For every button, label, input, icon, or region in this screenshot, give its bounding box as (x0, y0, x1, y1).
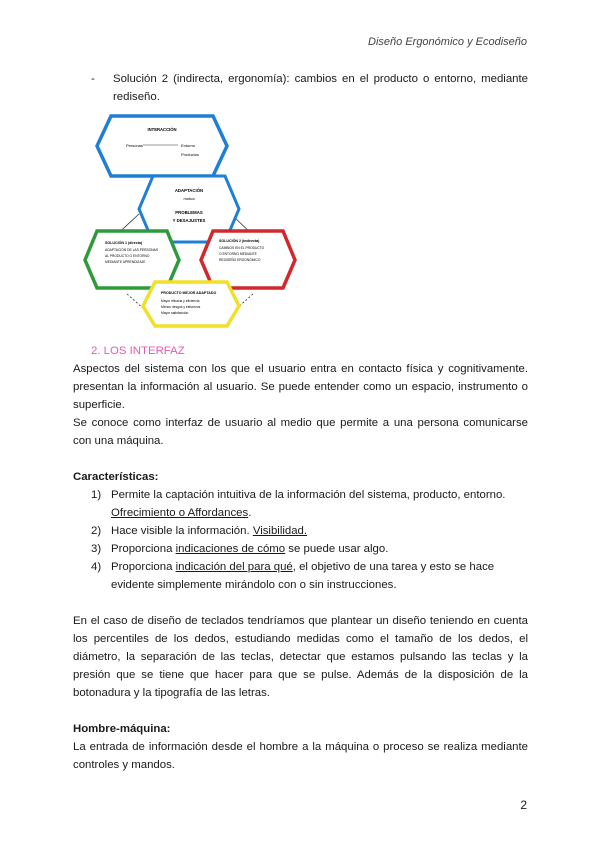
list-item-link: Ofrecimiento o Affordances (111, 507, 249, 519)
list-item-link: Visibilidad. (252, 525, 308, 537)
list-item-number: 2) (91, 525, 102, 537)
hex-bottom-line2: Menos riesgos y esfuerzos (161, 305, 201, 309)
paragraph-2: Se conoce como interfaz de usuario al medio que permite a una persona comunicarse con una máquina. (73, 417, 528, 447)
bullet-text: Solución 2 (indirecta, ergonomía): cambios en el producto o entorno, mediante rediseño. (113, 73, 528, 103)
hex-bottom-line3: Mayor satisfacción (161, 311, 189, 315)
hex-center-line1: PROBLEMAS (175, 210, 203, 215)
list-item-number: 3) (91, 543, 102, 555)
hexagon-producto (143, 282, 239, 326)
list-item-text (111, 540, 528, 558)
page-header: Diseño Ergonómico y Ecodiseño (368, 36, 527, 48)
page-number: 2 (520, 798, 527, 812)
section-title: LOS INTERFAZ (103, 345, 185, 357)
hex-right-line1: CAMBIOS EN EL PRODUCTO (219, 246, 265, 250)
hombre-maquina-heading: Hombre-máquina: (73, 723, 171, 735)
list-item-pre: Hace visible la información. (111, 525, 253, 537)
hex-right-title: SOLUCIÓN 2 (indirecta) (219, 239, 260, 243)
list-item-text (111, 558, 528, 594)
section-number: 2. (91, 345, 101, 357)
list-item-post: se puede usar algo. (285, 543, 389, 555)
ergonomics-diagram (81, 114, 299, 328)
caracteristicas-heading: Características: (73, 471, 159, 483)
list-item-text (111, 486, 528, 522)
list-item-pre: Permite la captación intuitiva de la información del sistema, producto, entorno. (111, 489, 506, 501)
hex-top-title: INTERACCIÓN (147, 127, 177, 132)
hex-right-line3: REDISEÑO ERGONÓMICO (219, 258, 261, 262)
paragraph-4: La entrada de información desde el hombre a la máquina o proceso se realiza mediante controles y mandos. (73, 741, 528, 771)
hex-right-line2: O ENTORNO MEDIANTE (219, 252, 257, 256)
list-item-number: 4) (91, 561, 102, 573)
hexagon-interaccion (97, 116, 227, 176)
hex-center-title: ADAPTACIÓN (174, 188, 204, 193)
hex-top-line3: Productos (181, 152, 200, 157)
page-content (73, 70, 528, 774)
intro-bullet (73, 70, 528, 106)
list-item-link: indicación del para qué (175, 561, 293, 573)
hex-top-line1: Personas (126, 143, 143, 148)
hex-left-line2: AL PRODUCTO O ENTORNO (105, 254, 150, 258)
list-item-pre: Proporciona (111, 543, 176, 555)
caracteristicas-list (73, 486, 528, 594)
list-item-pre: Proporciona (111, 561, 176, 573)
section-heading (73, 342, 528, 360)
list-item-text (111, 522, 528, 540)
paragraph-1: Aspectos del sistema con los que el usuario entra en contacto física y cognitivamente. presentan la información al usuario. Se puede entender como un espacio, instrumento o superficie. (73, 363, 528, 411)
list-item-post: , el objetivo de una tarea y esto se hace evidente simplemente mirándolo con o sin instrucciones. (111, 561, 495, 591)
list-item (73, 540, 528, 558)
hex-top-line2: Entorno (181, 143, 196, 148)
bullet-dash: - (91, 73, 95, 85)
hex-bottom-title: PRODUCTO MEJOR ADAPTADO (161, 291, 217, 295)
hex-center-line2: Y DESAJUSTES (172, 218, 206, 223)
list-item-post: . (248, 507, 252, 519)
list-item (73, 558, 528, 594)
hex-bottom-line1: Mayor eficacia y eficiencia (161, 299, 200, 303)
list-item-link: indicaciones de cómo (175, 543, 286, 555)
list-item-number: 1) (91, 489, 102, 501)
hex-left-line3: MEDIANTE APRENDIZAJE (105, 260, 146, 264)
hex-left-title: SOLUCIÓN 1 (directa) (105, 241, 143, 245)
list-item (73, 486, 528, 522)
hex-left-line1: ADAPTACIÓN DE LAS PERSONAS (105, 248, 159, 252)
hex-center-sub: mutua (183, 196, 195, 201)
paragraph-3: En el caso de diseño de teclados tendríamos que plantear un diseño teniendo en cuenta los percentiles de los dedos, estudiando medidas como el tamaño de los dedos, el diámetro, la separación de las teclas, detectar que estamos pulsando las teclas y la presión que se tiene que hacer para que se pulse. Además de la disposición de la botonadura y la tipografía de las letras. (73, 615, 528, 699)
list-item (73, 522, 528, 540)
diagram-svg (81, 114, 299, 328)
